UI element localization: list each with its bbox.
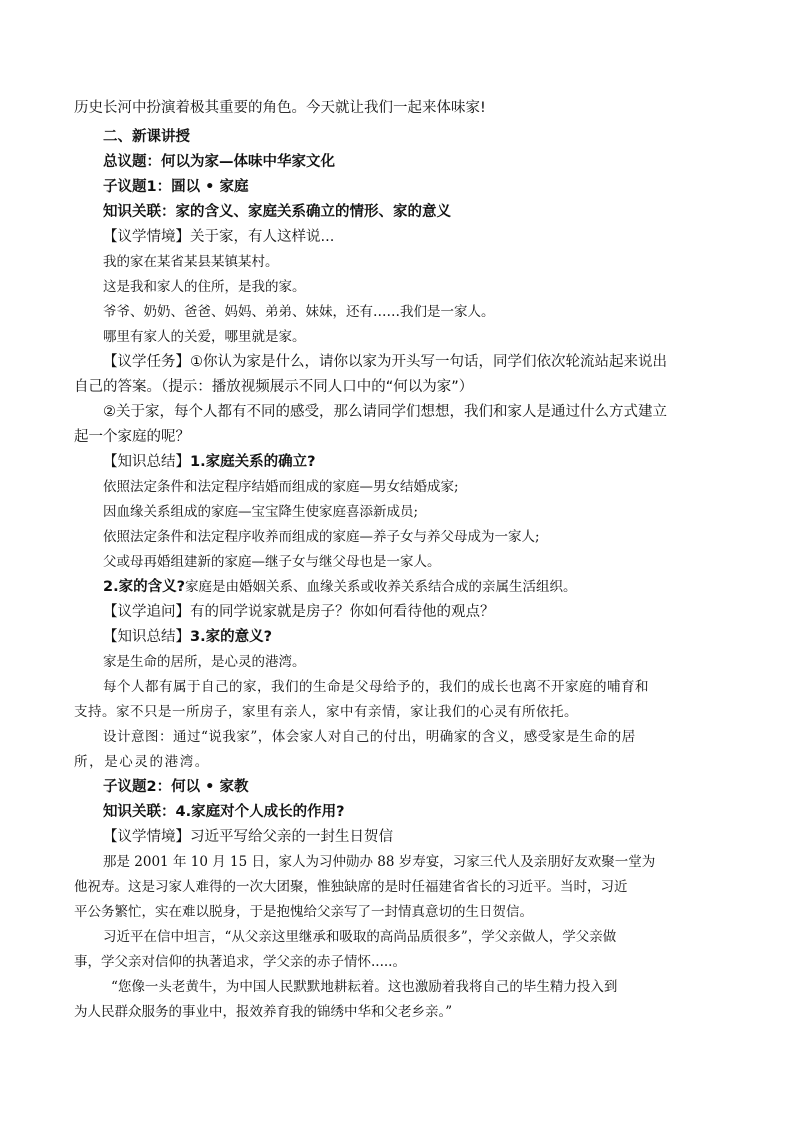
learning-scenario-1: 【议学情境】关于家，有人这样说...: [103, 229, 335, 245]
intro-continuation-line: 历史长河中扮演着极其重要的角色。今天就让我们一起来体味家!: [74, 100, 486, 116]
family-meaning-text: 家庭是由婚姻关系、血缘关系或收养关系结合成的亲属生活组织。: [185, 579, 577, 595]
paragraph-line: 那是 2001 年 10 月 15 日，家人为习仲勋办 88 岁寿宴，习家三代人及亲朋好友欢聚一堂为: [103, 854, 656, 870]
main-topic-heading: 总议题：何以为家—体味中华家文化: [103, 154, 335, 170]
learning-followup: 【议学追问】有的同学说家就是房子？你如何看待他的观点？: [103, 604, 495, 620]
quote-line: 爷爷、奶奶、爸爸、妈妈、弟弟、妹妹，还有……我们是一家人。: [103, 304, 495, 320]
letter-quote-line: “您像一头老黄牛，为中国人民默默地耕耘着。这也激励着我将自己的毕生精力投入到: [111, 979, 618, 995]
summary-title: 1.家庭关系的确立?: [190, 454, 316, 470]
quote-line: 哪里有家人的关爱，哪里就是家。: [103, 329, 306, 345]
summary-label: 【知识总结】: [103, 454, 190, 470]
subtopic-2-heading: 子议题2：何以 • 家教: [103, 779, 249, 795]
paragraph-line: 事，学父亲对信仰的执著追求，学父亲的赤子情怀.....。: [74, 954, 406, 970]
knowledge-link-1: 知识关联：家的含义、家庭关系确立的情形、家的意义: [103, 204, 451, 220]
learning-task-line: 【议学任务】①你认为家是什么，请你以家为开头写一句话，同学们依次轮流站起来说出: [103, 354, 667, 370]
paragraph-line: 习近平在信中坦言，“从父亲这里继承和吸取的高尚品质很多”，学父亲做人，学父亲做: [103, 929, 617, 945]
summary-item: 父或母再婚组建新的家庭—继子女与继父母也是一家人。: [103, 554, 441, 570]
letter-quote-line: 为人民群众服务的事业中，报效养育我的锦绣中华和父老乡亲。”: [74, 1004, 453, 1020]
summary-item: 依照法定条件和法定程序收养而组成的家庭—养子女与养父母成为一家人;: [103, 529, 540, 545]
knowledge-summary-3: [103, 627, 272, 647]
quote-line: 这是我和家人的住所，是我的家。: [103, 279, 306, 295]
summary-title: 3.家的意义?: [190, 629, 273, 645]
knowledge-summary-1: [103, 452, 316, 472]
summary-label: 【知识总结】: [103, 629, 190, 645]
design-intent-line: 设计意图：通过“说我家”，体会家人对自己的付出，明确家的含义，感受家是生命的居: [103, 729, 636, 745]
learning-task-line: 起一个家庭的呢？: [74, 429, 190, 445]
family-meaning-title: 2.家的含义?: [103, 579, 186, 595]
family-meaning-line: [103, 577, 577, 597]
summary-item: 因血缘关系组成的家庭—宝宝降生使家庭喜添新成员;: [103, 504, 419, 520]
subtopic-1-heading: 子议题1：圄以 • 家庭: [103, 179, 249, 195]
knowledge-link-label: 知识关联：: [103, 804, 176, 820]
quote-line: 我的家在某省某县某镇某村。: [103, 254, 279, 270]
design-intent-line: 所，是心灵的港湾。: [74, 754, 210, 770]
paragraph-line: 支持。家不只是一所房子，家里有亲人，家中有亲情，家让我们的心灵有所依托。: [74, 704, 578, 720]
section-heading: 二、新课讲授: [103, 129, 190, 145]
paragraph-line: 他祝寿。这是习家人难得的一次大团聚，惟独缺席的是时任福建省省长的习近平。当时，习近: [74, 879, 628, 895]
learning-task-line: ②关于家，每个人都有不同的感受，那么请同学们想想，我们和家人是通过什么方式建立: [103, 404, 667, 420]
paragraph-line: 每个人都有属于自己的家，我们的生命是父母给予的，我们的成长也离不开家庭的哺育和: [103, 679, 649, 695]
knowledge-link-title: 4.家庭对个人成长的作用?: [175, 804, 345, 820]
knowledge-link-2: [103, 802, 345, 822]
learning-task-line: 自己的答案。（提示：播放视频展示不同人口中的“何以为家”）: [74, 379, 474, 395]
paragraph-line: 平公务繁忙，实在难以脱身，于是抱愧给父亲写了一封情真意切的生日贺信。: [74, 904, 533, 920]
summary-item: 依照法定条件和法定程序结婚而组成的家庭—男女结婚成家;: [103, 479, 459, 495]
learning-scenario-2: 【议学情境】习近平写给父亲的一封生日贺信: [103, 829, 393, 845]
summary-item: 家是生命的居所，是心灵的港湾。: [103, 654, 306, 670]
